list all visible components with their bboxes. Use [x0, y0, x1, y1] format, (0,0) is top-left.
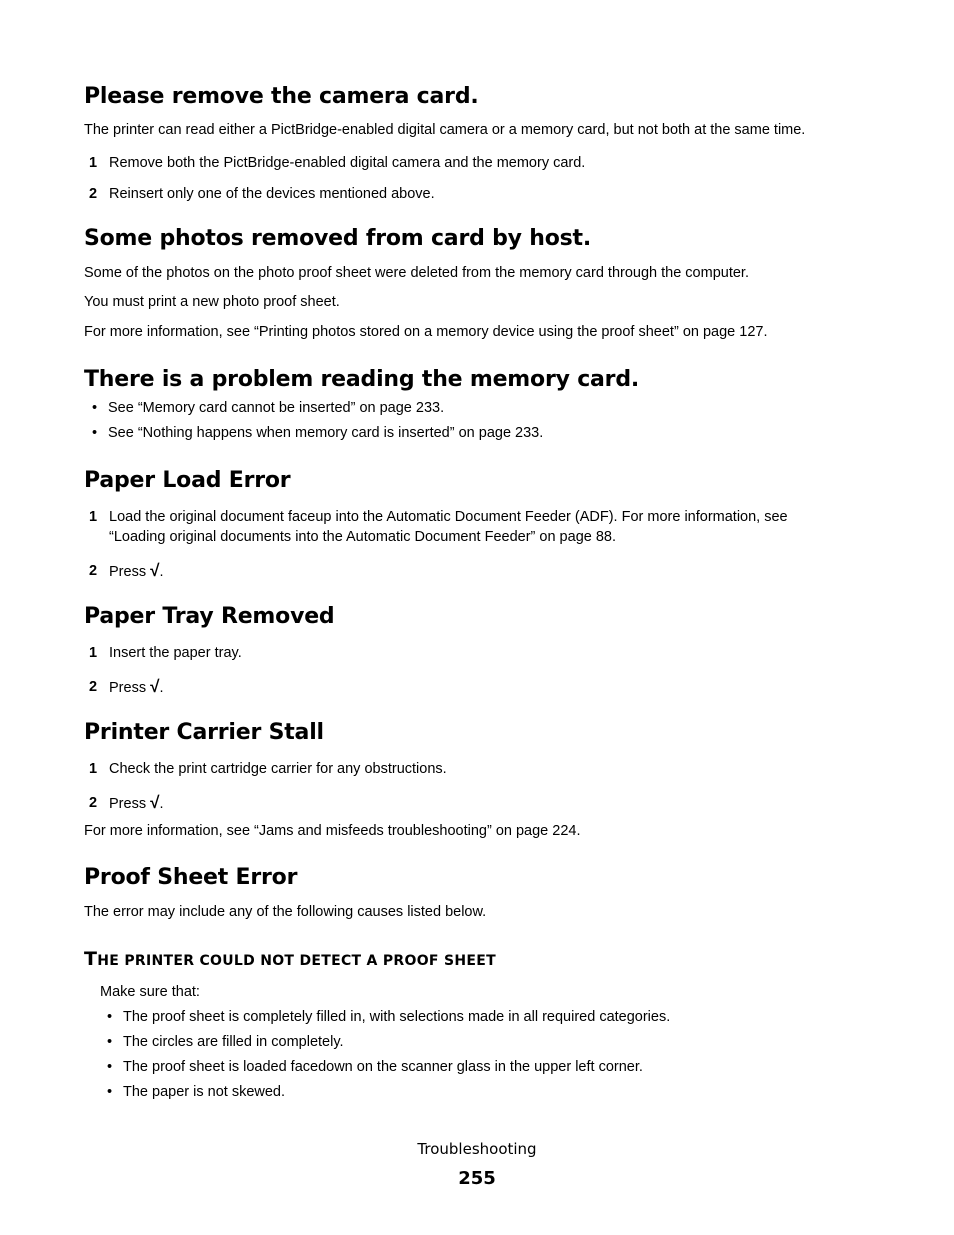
step-text: Load the original document faceup into the Automatic Document Feeder (ADF). For more information, see — [109, 509, 788, 525]
period: . — [159, 680, 164, 696]
period: . — [159, 796, 164, 812]
bullet-text: See “Memory card cannot be inserted” on page 233. — [108, 400, 445, 416]
step-text — [109, 561, 163, 582]
step-number: 2 — [89, 679, 98, 695]
bullet: • — [107, 1009, 113, 1025]
bullet: • — [92, 425, 98, 441]
step-number: 1 — [89, 761, 98, 777]
paragraph: Some of the photos on the photo proof sheet were deleted from the memory card through the computer. — [84, 265, 749, 281]
subheading-no-proof-sheet — [84, 948, 496, 970]
checkmark-icon: √ — [150, 677, 160, 696]
step-number: 1 — [89, 645, 98, 661]
bullet: • — [107, 1059, 113, 1075]
period: . — [159, 564, 164, 580]
bullet-text: The circles are filled in completely. — [123, 1034, 344, 1050]
press-label: Press — [109, 680, 147, 696]
step-text: Remove both the PictBridge-enabled digital camera and the memory card. — [109, 155, 586, 171]
footer-section-label: Troubleshooting — [417, 1140, 537, 1158]
bullet: • — [92, 400, 98, 416]
step-text: Reinsert only one of the devices mentioned above. — [109, 186, 435, 202]
subheading-initial: T — [84, 948, 98, 970]
heading-photos-removed: Some photos removed from card by host. — [84, 226, 592, 251]
bullet-text: See “Nothing happens when memory card is inserted” on page 233. — [108, 425, 544, 441]
step-text — [109, 677, 163, 698]
bullet-text: The proof sheet is completely filled in, with selections made in all required categories. — [123, 1009, 671, 1025]
heading-paper-tray-removed: Paper Tray Removed — [84, 604, 335, 629]
press-label: Press — [109, 796, 147, 812]
bullet-text: The proof sheet is loaded facedown on the scanner glass in the upper left corner. — [123, 1059, 643, 1075]
bullet: • — [107, 1084, 113, 1100]
bullet: • — [107, 1034, 113, 1050]
step-text: Check the print cartridge carrier for any obstructions. — [109, 761, 447, 777]
heading-paper-load-error: Paper Load Error — [84, 468, 291, 493]
step-text — [109, 793, 163, 814]
paragraph: Make sure that: — [100, 984, 200, 1000]
bullet-text: The paper is not skewed. — [123, 1084, 286, 1100]
heading-remove-camera-card: Please remove the camera card. — [84, 84, 479, 109]
paragraph: For more information, see “Jams and misfeeds troubleshooting” on page 224. — [84, 823, 581, 839]
checkmark-icon: √ — [150, 561, 160, 580]
heading-problem-reading-card: There is a problem reading the memory card. — [84, 367, 640, 392]
heading-proof-sheet-error: Proof Sheet Error — [84, 865, 298, 890]
step-number: 2 — [89, 795, 98, 811]
list-item — [84, 507, 884, 547]
page-number: 255 — [458, 1168, 496, 1189]
press-label: Press — [109, 564, 147, 580]
checkmark-icon: √ — [150, 793, 160, 812]
heading-printer-carrier-stall: Printer Carrier Stall — [84, 720, 324, 745]
paragraph: For more information, see “Printing photos stored on a memory device using the proof sheet” on page 127. — [84, 324, 768, 340]
step-number: 1 — [89, 509, 98, 525]
step-text: Insert the paper tray. — [109, 645, 242, 661]
step-number: 2 — [89, 563, 98, 579]
paragraph: The error may include any of the following causes listed below. — [84, 904, 487, 920]
step-number: 1 — [89, 155, 98, 171]
subheading-rest: HE PRINTER COULD NOT DETECT A PROOF SHEET — [97, 953, 496, 969]
step-number: 2 — [89, 186, 98, 202]
step-text-continued: “Loading original documents into the Automatic Document Feeder” on page 88. — [109, 529, 617, 545]
paragraph: The printer can read either a PictBridge-enabled digital camera or a memory card, but not both at the same time. — [84, 122, 806, 138]
paragraph: You must print a new photo proof sheet. — [84, 294, 340, 310]
